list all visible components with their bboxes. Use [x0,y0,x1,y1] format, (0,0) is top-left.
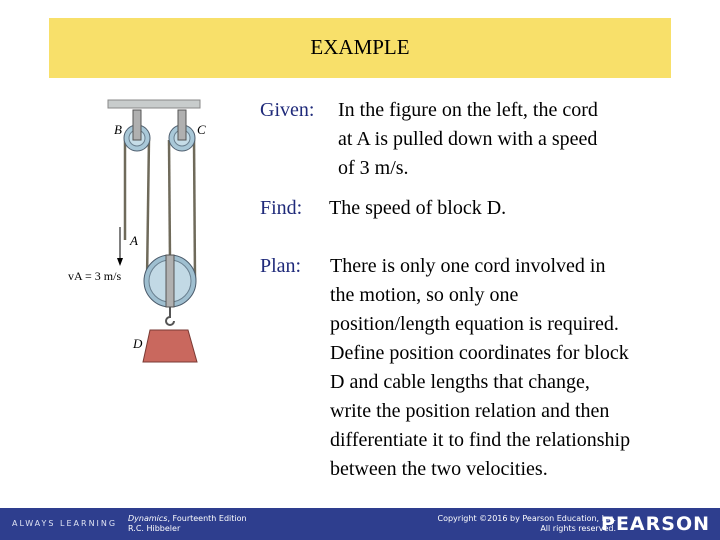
plan-text [330,252,630,484]
label-c: C [197,122,206,137]
always-learning: ALWAYS LEARNING [12,519,118,528]
block-d [143,330,197,362]
given-line: In the figure on the left, the cord [338,99,598,121]
book-info [128,514,247,534]
given-line: at A is pulled down with a speed [338,128,598,150]
ceiling [108,100,200,108]
plan-line: position/length equation is required. [330,313,619,335]
find-label: Find: [260,197,303,219]
pulley-moving [144,255,196,325]
plan-line: between the two velocities. [330,458,548,480]
copyright [437,514,616,534]
pulley-c [169,110,195,151]
plan-line: differentiate it to find the relationship [330,429,631,451]
pearson-logo: PEARSON [601,513,710,535]
copyright-line: Copyright ©2016 by Pearson Education, Inc. [437,514,616,523]
author: R.C. Hibbeler [128,524,181,533]
velocity-label: vA = 3 m/s [68,269,122,283]
given-label: Given: [260,99,315,121]
label-b: B [114,122,122,137]
plan-line: D and cable lengths that change, [330,371,590,393]
rights-line: All rights reserved. [540,524,616,533]
plan-label: Plan: [260,255,302,277]
given-line: of 3 m/s. [338,157,409,179]
label-d: D [133,336,143,351]
slide-title: EXAMPLE [310,35,410,59]
plan-line: There is only one cord involved in [330,255,606,277]
pulley-b [124,110,150,151]
book-title: Dynamics [128,514,168,523]
given-text [338,96,598,183]
plan-line: the motion, so only one [330,284,519,306]
find-text: The speed of block D. [329,197,507,219]
label-a: A [130,233,138,248]
plan-line: write the position relation and then [330,400,610,422]
book-edition: , Fourteenth Edition [167,514,247,523]
footer-bar [0,508,720,540]
plan-line: Define position coordinates for block [330,342,629,364]
